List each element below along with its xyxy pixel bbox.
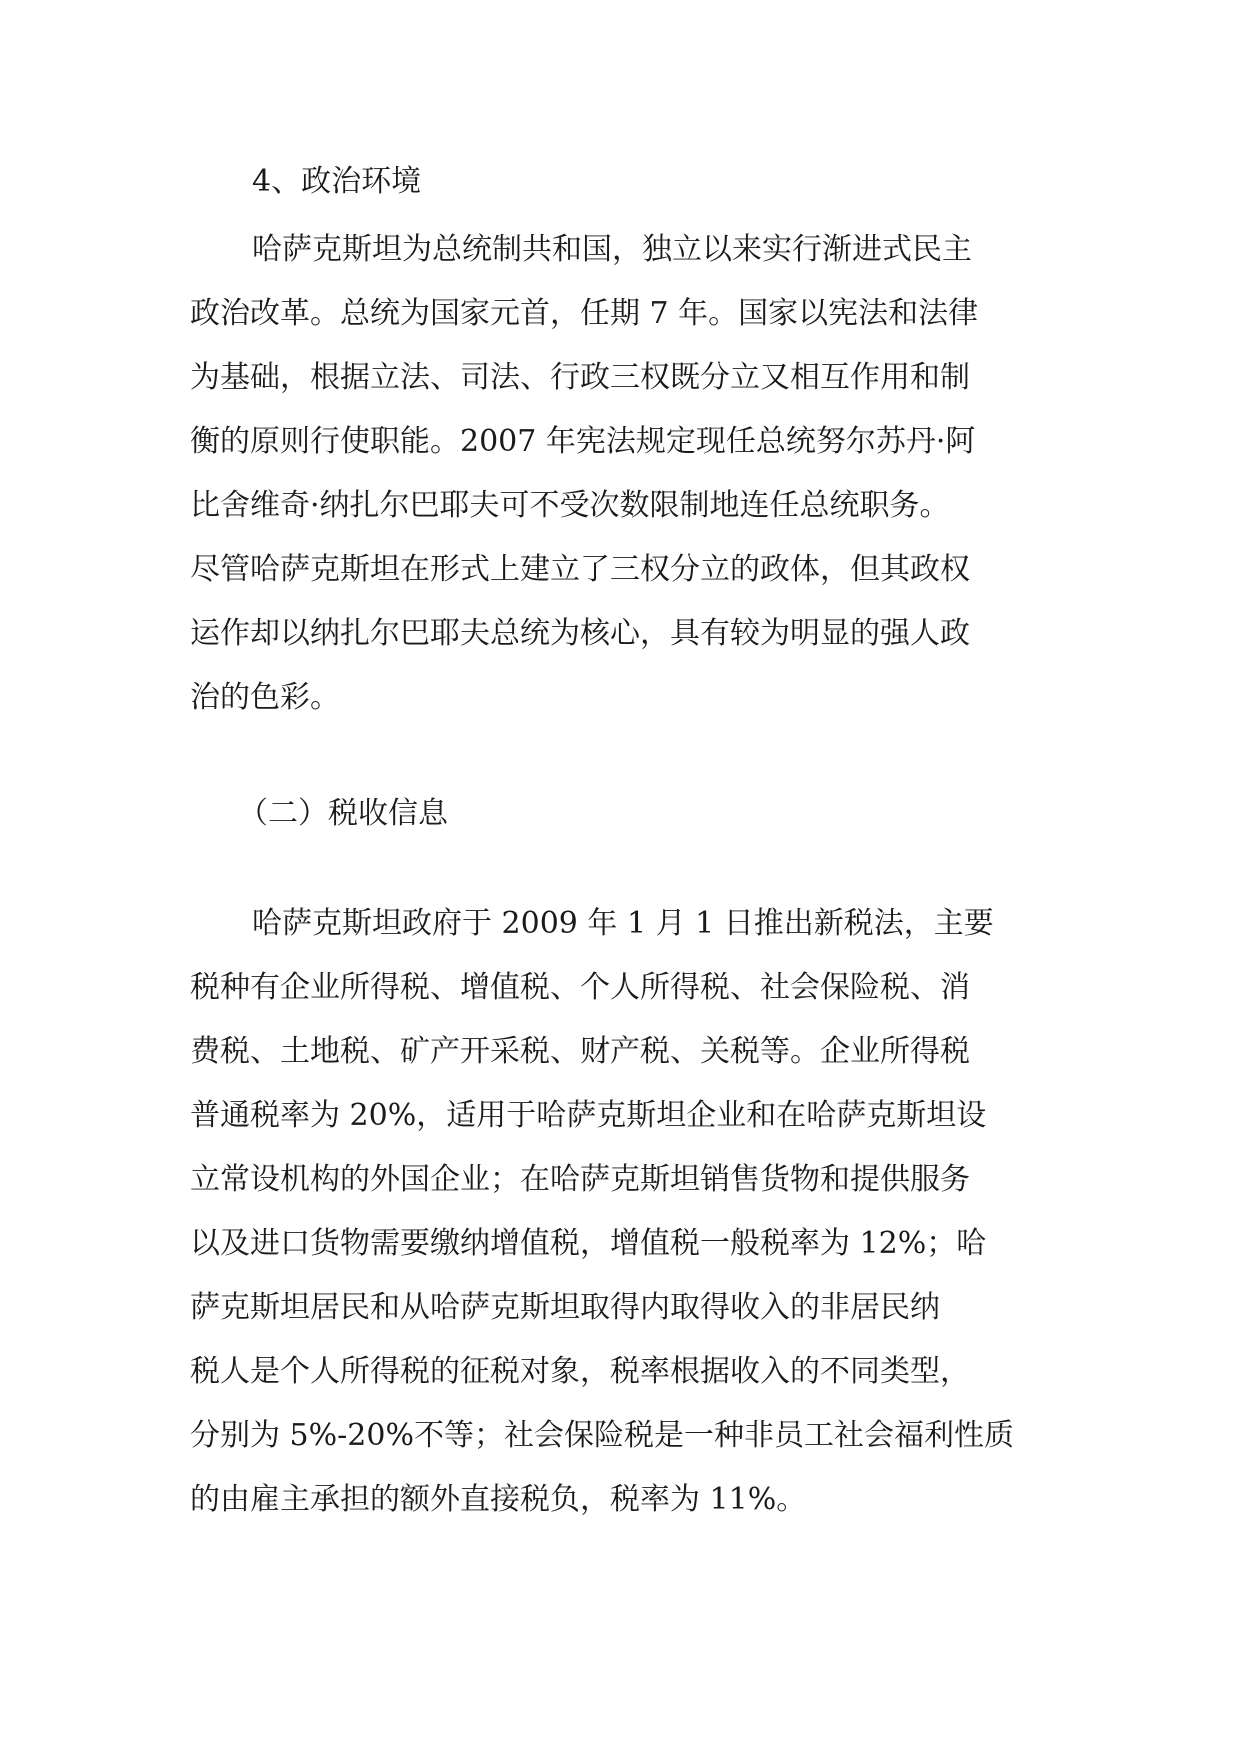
paragraph-line: 的由雇主承担的额外直接税负，税率为 11%。 [190, 1482, 807, 1517]
paragraph-line: 哈萨克斯坦为总统制共和国，独立以来实行渐进式民主 [252, 232, 972, 267]
paragraph-line: 衡的原则行使职能。2007 年宪法规定现任总统努尔苏丹·阿 [190, 424, 976, 459]
paragraph-line: 哈萨克斯坦政府于 2009 年 1 月 1 日推出新税法，主要 [252, 906, 994, 941]
paragraph-line: 政治改革。总统为国家元首，任期 7 年。国家以宪法和法律 [190, 296, 979, 331]
paragraph-political-environment [190, 218, 1060, 730]
paragraph-line: 以及进口货物需要缴纳增值税，增值税一般税率为 12%；哈 [190, 1226, 987, 1261]
paragraph-line: 税人是个人所得税的征税对象，税率根据收入的不同类型， [190, 1354, 970, 1389]
paragraph-line: 萨克斯坦居民和从哈萨克斯坦取得内取得收入的非居民纳 [190, 1290, 940, 1325]
paragraph-tax-information [190, 892, 1060, 1532]
paragraph-line: 分别为 5%-20%不等；社会保险税是一种非员工社会福利性质 [190, 1418, 1014, 1453]
paragraph-line: 费税、土地税、矿产开采税、财产税、关税等。企业所得税 [190, 1034, 970, 1069]
paragraph-line: 治的色彩。 [190, 680, 340, 715]
paragraph-line: 立常设机构的外国企业；在哈萨克斯坦销售货物和提供服务 [190, 1162, 970, 1197]
section-heading-political-environment: 4、政治环境 [252, 164, 422, 199]
paragraph-line: 普通税率为 20%，适用于哈萨克斯坦企业和在哈萨克斯坦设 [190, 1098, 987, 1133]
paragraph-line: 运作却以纳扎尔巴耶夫总统为核心，具有较为明显的强人政 [190, 616, 970, 651]
section-heading-tax-information: （二）税收信息 [238, 796, 448, 831]
paragraph-line: 比舍维奇·纳扎尔巴耶夫可不受次数限制地连任总统职务。 [190, 488, 950, 523]
paragraph-line: 尽管哈萨克斯坦在形式上建立了三权分立的政体，但其政权 [190, 552, 970, 587]
paragraph-line: 为基础，根据立法、司法、行政三权既分立又相互作用和制 [190, 360, 970, 395]
paragraph-line: 税种有企业所得税、增值税、个人所得税、社会保险税、消 [190, 970, 970, 1005]
